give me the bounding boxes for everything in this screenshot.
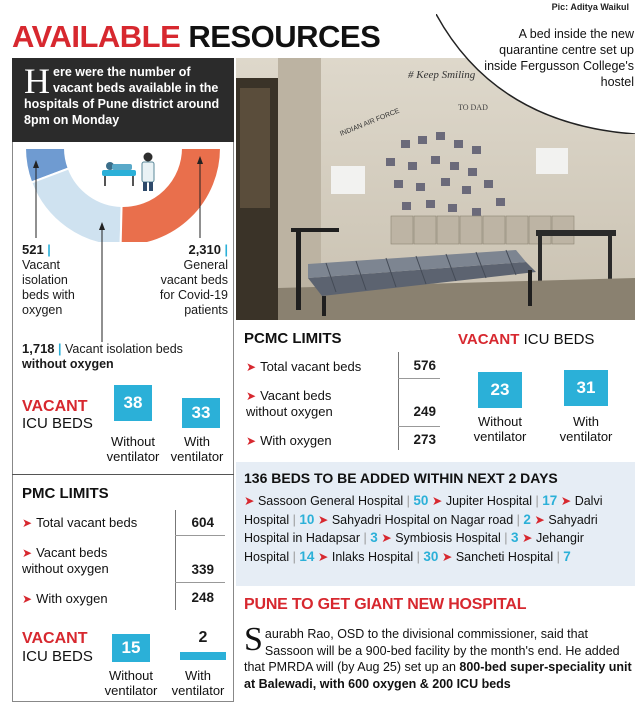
pcmc-row-without-oxygen: ➤ Vacant beds without oxygen bbox=[246, 388, 333, 419]
pcmc-column-divider bbox=[398, 352, 399, 450]
arrow-icon: ➤ bbox=[560, 494, 575, 508]
hospital-name: Jehangir Hospital bbox=[244, 531, 584, 564]
page-title bbox=[12, 20, 380, 54]
pmc-icu-without-badge: 15 bbox=[112, 634, 150, 662]
pmc-vacant-label: VACANT bbox=[22, 630, 88, 647]
arrow-icon: ➤ bbox=[534, 512, 549, 527]
arrow-icon: ➤ bbox=[522, 531, 536, 545]
pcmc-title: PCMC LIMITS bbox=[244, 330, 342, 347]
hospital-beds: 3 bbox=[370, 530, 378, 545]
stat-without-oxygen-label-2: without oxygen bbox=[22, 357, 114, 371]
arrow-icon: ➤ bbox=[431, 494, 446, 508]
district-with-ventilator-label: With ventilator bbox=[170, 434, 224, 464]
title-black: RESOURCES bbox=[188, 19, 381, 54]
hospital-item: ➤ Symbiosis Hospital | 3 bbox=[381, 530, 519, 545]
pmc-without-oxygen-value: 339 bbox=[191, 562, 214, 577]
intro-box bbox=[12, 58, 234, 142]
hospital-name: Sancheti Hospital bbox=[455, 549, 554, 564]
stat-with-oxygen: 521 | Vacant isolation beds with oxygen bbox=[22, 242, 102, 318]
hospital-beds: 3 bbox=[511, 530, 519, 545]
intro-dropcap: H bbox=[24, 61, 50, 101]
hospital-item: ➤ Sassoon General Hospital | 50 bbox=[244, 493, 429, 508]
pcmc-with-ventilator-label: With ventilator bbox=[559, 414, 613, 444]
stat-with-oxygen-label-2: isolation bbox=[22, 273, 68, 287]
pmc-row-without-oxygen: ➤ Vacant beds without oxygen bbox=[22, 545, 109, 576]
beds-added-title: 136 BEDS TO BE ADDED WITHIN NEXT 2 DAYS bbox=[244, 470, 558, 486]
pmc-with-oxygen-value: 248 bbox=[191, 590, 214, 605]
pcmc-icu-heading: VACANT ICU BEDS bbox=[458, 331, 595, 348]
photo-credit: Pic: Aditya Waikul bbox=[551, 2, 629, 12]
pmc-total-value: 604 bbox=[191, 515, 214, 530]
graffiti-text-3: TO DAD bbox=[458, 103, 488, 112]
hospital-item: ➤ Sancheti Hospital | 7 bbox=[441, 548, 571, 564]
hospital-item: ➤ Sahyadri Hospital in Hadapsar | 3 bbox=[244, 512, 598, 545]
arrow-icon: ➤ bbox=[246, 360, 257, 374]
pmc-row-divider-2 bbox=[175, 582, 225, 583]
stat-general-label-2: vacant beds bbox=[160, 273, 228, 287]
pcmc-with-oxygen-value: 273 bbox=[413, 432, 436, 447]
graffiti-text-2: INDIAN AIR FORCE bbox=[339, 107, 401, 138]
giant-hospital-text: Saurabh Rao, OSD to the divisional commissioner, said that Sassoon will be a 900-bed facility by the month's end. He added that PMRDA will (by Aug 25) set up an 800-bed super-speciality unit at Balewadi, with 600 oxygen & 200 ICU beds bbox=[244, 621, 632, 691]
pcmc-without-ventilator-label: Without ventilator bbox=[473, 414, 527, 444]
stat-with-oxygen-label-3: beds with bbox=[22, 288, 75, 302]
hospital-name: Dalvi Hospital bbox=[244, 494, 603, 527]
arrow-icon: ➤ bbox=[317, 549, 332, 564]
pmc-icu-label: ICU BEDS bbox=[22, 648, 93, 665]
stat-general: 2,310 | General vacant beds for Covid-19 patients bbox=[140, 242, 228, 318]
district-icu-label: ICU BEDS bbox=[22, 415, 93, 432]
hospital-name: Inlaks Hospital bbox=[331, 549, 414, 564]
graffiti-text-1: # Keep Smiling bbox=[408, 69, 476, 81]
pcmc-row-with-oxygen: ➤ With oxygen bbox=[246, 433, 332, 448]
arrow-icon: ➤ bbox=[317, 512, 332, 527]
hospital-item: ➤ Inlaks Hospital | 30 bbox=[317, 548, 439, 564]
district-icu-with-badge: 33 bbox=[182, 398, 220, 428]
pmc-row-total: ➤ Total vacant beds bbox=[22, 515, 138, 530]
hospital-beds: 14 bbox=[299, 548, 315, 564]
pcmc-total-value: 576 bbox=[413, 358, 436, 373]
hospital-item: ➤ Jehangir Hospital | 14 bbox=[244, 531, 584, 564]
arrow-icon: ➤ bbox=[246, 389, 257, 403]
pmc-title: PMC LIMITS bbox=[22, 485, 109, 502]
arrow-icon: ➤ bbox=[22, 546, 33, 560]
hospital-item: ➤ Dalvi Hospital | 10 bbox=[244, 494, 603, 527]
hospital-beds: 17 bbox=[542, 493, 558, 508]
arrow-icon: ➤ bbox=[381, 531, 396, 545]
stat-general-label-4: patients bbox=[184, 303, 228, 317]
pcmc-row-divider-2 bbox=[398, 426, 440, 427]
pmc-without-ventilator-label: Without ventilator bbox=[104, 668, 158, 698]
hospital-beds: 50 bbox=[413, 493, 429, 508]
beds-added-box bbox=[236, 462, 635, 586]
stat-with-oxygen-value: 521 bbox=[22, 242, 44, 257]
hospital-item: ➤ Jupiter Hospital | 17 bbox=[431, 493, 558, 508]
pmc-row-divider-1 bbox=[175, 535, 225, 536]
stat-without-oxygen: 1,718 | Vacant isolation beds without oxygen bbox=[22, 341, 232, 372]
hospital-name: Sahyadri Hospital on Nagar road bbox=[331, 512, 514, 527]
hospital-name: Symbiosis Hospital bbox=[395, 531, 501, 545]
stat-without-oxygen-value: 1,718 bbox=[22, 341, 55, 356]
arrow-icon: ➤ bbox=[244, 494, 258, 508]
pcmc-row-divider-1 bbox=[398, 378, 440, 379]
arrow-icon: ➤ bbox=[246, 434, 257, 448]
stat-with-oxygen-label-1: Vacant bbox=[22, 258, 60, 272]
intro-text: ere were the number of vacant beds available in the hospitals of Pune district around 8pm on Monday bbox=[24, 65, 220, 127]
pmc-with-ventilator-label: With ventilator bbox=[171, 668, 225, 698]
district-vacant-label: VACANT bbox=[22, 398, 88, 415]
hospital-beds: 30 bbox=[423, 548, 439, 564]
photo-caption: A bed inside the new quarantine centre set up inside Fergusson College's hostel bbox=[484, 27, 634, 89]
pmc-icu-with-value: 2 bbox=[198, 629, 208, 646]
pmc-icu-with-bar bbox=[180, 652, 226, 660]
hospital-beds: 10 bbox=[299, 511, 315, 527]
stat-general-label-1: General bbox=[183, 258, 228, 272]
hospital-beds: 2 bbox=[523, 511, 531, 527]
arrow-icon: ➤ bbox=[22, 592, 33, 606]
hospital-beds: 7 bbox=[563, 548, 571, 564]
stat-general-value: 2,310 bbox=[188, 242, 222, 257]
giant-dropcap: S bbox=[244, 621, 263, 658]
pcmc-without-oxygen-value: 249 bbox=[413, 404, 436, 419]
hospital-item: ➤ Sahyadri Hospital on Nagar road | 2 bbox=[317, 511, 531, 527]
title-red: AVAILABLE bbox=[12, 19, 181, 54]
left-divider bbox=[12, 474, 234, 475]
stat-without-oxygen-label-1: Vacant isolation beds bbox=[65, 342, 183, 356]
district-icu-without-badge: 38 bbox=[114, 385, 152, 421]
district-without-ventilator-label: Without ventilator bbox=[106, 434, 160, 464]
stat-general-label-3: for Covid-19 bbox=[159, 288, 228, 302]
beds-added-list bbox=[244, 492, 627, 566]
hospital-name: Sassoon General Hospital bbox=[257, 494, 404, 508]
giant-hospital-title: PUNE TO GET GIANT NEW HOSPITAL bbox=[244, 596, 527, 613]
pcmc-icu-with-badge: 31 bbox=[564, 370, 608, 406]
pcmc-icu-without-badge: 23 bbox=[478, 372, 522, 408]
stat-with-oxygen-label-4: oxygen bbox=[22, 303, 63, 317]
pmc-row-with-oxygen: ➤ With oxygen bbox=[22, 591, 108, 606]
arrow-icon: ➤ bbox=[441, 549, 456, 564]
pmc-column-divider bbox=[175, 510, 176, 610]
hospital-name: Sahyadri Hospital in Hadapsar bbox=[244, 512, 598, 545]
hospital-name: Jupiter Hospital bbox=[445, 494, 533, 508]
arrow-icon: ➤ bbox=[22, 516, 33, 530]
pcmc-row-total: ➤ Total vacant beds bbox=[246, 359, 362, 374]
